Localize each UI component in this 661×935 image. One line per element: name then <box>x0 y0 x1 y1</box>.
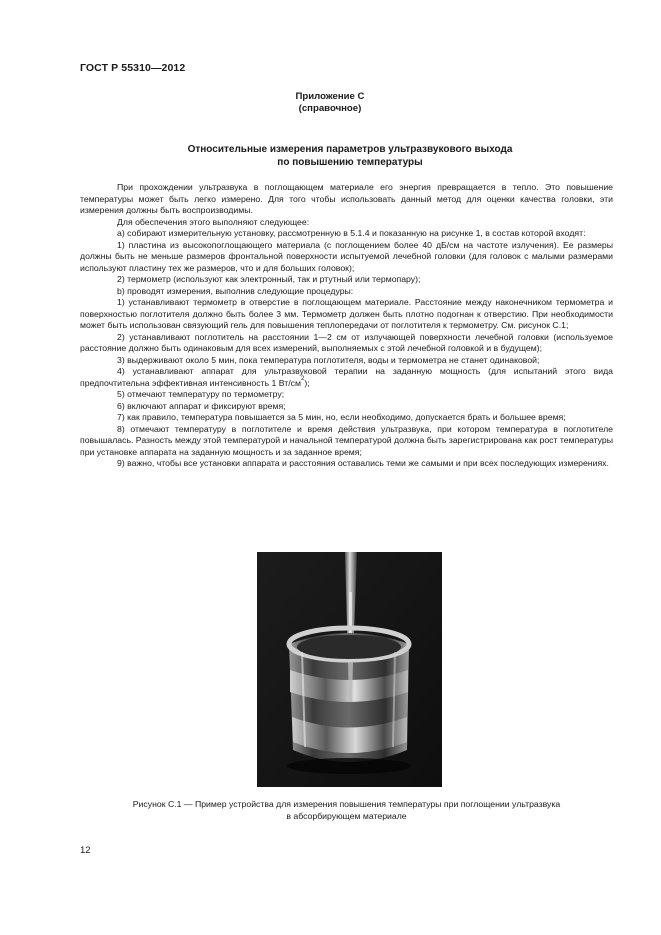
paragraph: 1) пластина из высокопоглощающего материала (с поглощением более 40 дБ/см на частоте излучения). Ее размеры должны быть не меньше размеров фронтальной поверхности испытуемой лечебной головки (для головок с малыми размерами используют пластину тех же размеров, что и для больших головок); <box>80 239 613 273</box>
annex-type: (справочное) <box>298 103 362 114</box>
paragraph: b) проводят измерения, выполнив следующие процедуры: <box>117 285 354 296</box>
superscript: 2 <box>301 375 305 382</box>
paragraph: Для обеспечения этого выполняют следующее: <box>117 216 310 227</box>
figure-caption-line1: Рисунок С.1 — Пример устройства для измерения повышения температуры при поглощении ультразвука <box>132 799 561 809</box>
paragraph: При прохождении ультразвука в поглощающем материале его энергия превращается в тепло. Это повышение температуры может быть легко измерено. Для того чтобы использовать данный метод для оценки качества головки, эти измерения должны быть воспроизводимы. <box>80 182 613 215</box>
paragraph: 1) устанавливают термометр в отверстие в поглощающем материале. Расстояние между наконечником термометра и поверхностью поглотителя должно быть более 3 мм. Термометр должен быть плотно подогнан к отверстию. При необходимости может быть использован связующий гель для повышения теплопередачи от поглотителя к термометру. См. рисунок С.1; <box>80 297 613 330</box>
paragraph: 2) термометр (используют как электронный, так и ртутный или термопару); <box>117 274 421 284</box>
vessel-inner <box>297 635 401 659</box>
paragraph: 5) отмечают температуру по термометру; <box>117 389 285 399</box>
paragraph-suffix: ); <box>304 377 310 388</box>
paragraph-text: 4) устанавливают аппарат для ультразвуковой терапии на заданную мощность (для испытаний этого вида предпочтительна эффективная интенсивность 1 Вт/см <box>80 366 613 388</box>
page-number: 12 <box>80 845 91 856</box>
figure-caption <box>80 799 613 822</box>
body-text <box>80 182 613 470</box>
figure-photo <box>257 552 442 787</box>
annex-title-line2: по повышению температуры <box>277 157 423 168</box>
paragraph: а) собирают измерительную установку, рассмотренную в 5.1.4 и показанную на рисунке 1, в состав которой входят: <box>117 228 586 238</box>
standard-designation: ГОСТ Р 55310—2012 <box>80 62 186 74</box>
paragraph: 7) как правило, температура повышается за 5 мин, но, если необходимо, допускается брать и большее время; <box>117 412 566 422</box>
paragraph: 9) важно, чтобы все установки аппарата и расстояния оставались теми же самыми и при всех последующих измерениях. <box>117 458 609 468</box>
paragraph <box>80 366 613 389</box>
annex-heading <box>80 91 580 115</box>
annex-label: Приложение С <box>295 91 365 102</box>
absorber-thermometer-image <box>257 552 442 787</box>
paragraph: 8) отмечают температуру в поглотителе и время действия ультразвука, при котором температура в поглотителе повышалась. Разность между этой температурой и начальной температурой должна быть зарегистрирована как рост температуры при установке аппарата на заданную мощность и за заданное время; <box>80 423 613 457</box>
vessel-shadow <box>287 758 411 774</box>
paragraph: 6) включают аппарат и фиксируют время; <box>117 400 286 411</box>
figure-caption-line2: в абсорбирующем материале <box>286 810 407 821</box>
paragraph: 2) устанавливают поглотитель на расстоянии 1—2 см от излучающей поверхности лечебной головки (используемое расстояние должно быть одинаковым для всех измерений, выполняемых с этой лечебной головкой и в будущем); <box>80 331 613 353</box>
annex-title <box>80 143 620 169</box>
annex-title-line1: Относительные измерения параметров ультразвукового выхода <box>187 144 513 155</box>
paragraph: 3) выдерживают около 5 мин, пока температура поглотителя, воды и термометра не станет одинаковой; <box>117 354 540 365</box>
